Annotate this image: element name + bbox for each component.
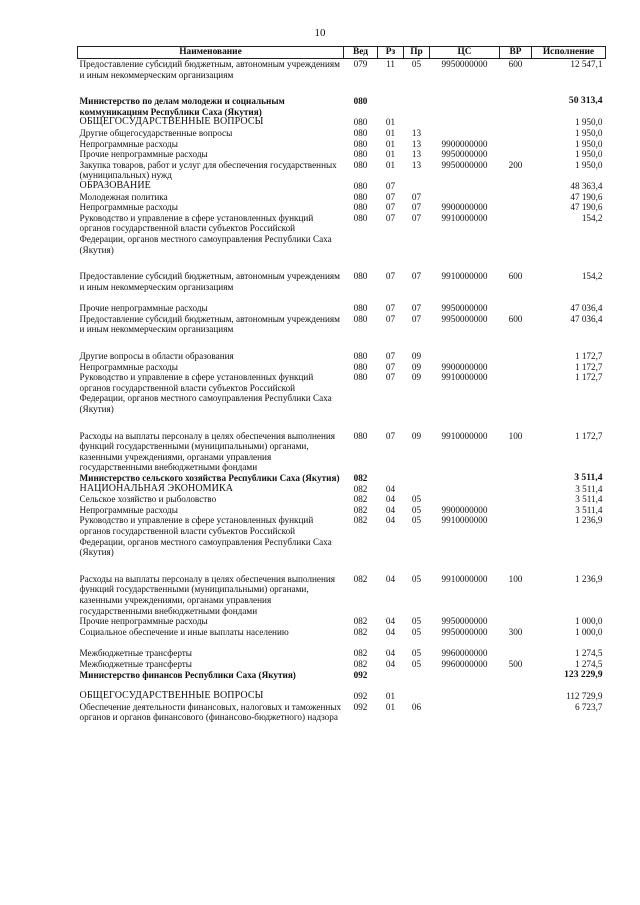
- table-row: [78, 292, 606, 314]
- cell-exec: 1 950,0: [574, 127, 603, 138]
- cell-name: Межбюджетные трансферты: [79, 658, 192, 669]
- cell-exec: 1 950,0: [574, 159, 603, 170]
- table-row: [78, 670, 606, 681]
- cell-rz: 07: [385, 212, 396, 223]
- cell-cs: 9950000000: [441, 59, 488, 69]
- table-row: [78, 192, 606, 203]
- cell-pr: [404, 680, 430, 702]
- cell-name: Социальное обеспечение и иные выплаты населению: [79, 626, 289, 637]
- cell-pr: 09: [411, 430, 422, 441]
- cell-pr: 05: [411, 658, 422, 669]
- cell-pr: 09: [411, 372, 422, 383]
- cell-pr: 07: [411, 191, 422, 202]
- header-name: Наименование: [78, 47, 344, 59]
- cell-pr: 05: [411, 573, 422, 584]
- cell-vr: [500, 680, 532, 702]
- cell-vr: [500, 149, 532, 160]
- cell-rz: 01: [385, 701, 396, 712]
- cell-cs: [430, 670, 500, 681]
- cell-pr: 09: [411, 361, 422, 372]
- cell-vr: [500, 181, 532, 192]
- cell-cs: [430, 680, 500, 702]
- cell-ved: 082: [353, 515, 368, 526]
- cell-vr: [500, 484, 532, 495]
- table-row: [78, 335, 606, 362]
- cell-rz: 04: [385, 573, 396, 584]
- cell-vr: [500, 213, 532, 255]
- table-row: [78, 659, 606, 670]
- cell-cs: [430, 128, 500, 139]
- cell-cs: 9950000000: [441, 626, 488, 637]
- cell-name: Сельское хозяйство и рыболовство: [79, 494, 217, 505]
- cell-pr: 06: [411, 701, 422, 712]
- cell-rz: 01: [385, 149, 396, 160]
- cell-ved: 080: [353, 138, 368, 149]
- cell-exec: 1 274,5: [574, 658, 603, 669]
- cell-vr: 500: [508, 658, 523, 669]
- cell-name: Расходы на выплаты персоналу в целях обеспечения выполнения функций государственными (муниципальными) органами, казенными учреждениями, органами управления государственными внебюджетными фондами: [79, 430, 336, 473]
- header-pr: Пр: [404, 47, 430, 59]
- cell-rz: 07: [385, 361, 396, 372]
- cell-name: Другие вопросы в области образования: [79, 351, 234, 362]
- cell-exec: 47 036,4: [570, 313, 603, 324]
- cell-ved: 082: [353, 626, 368, 637]
- cell-name: Руководство и управление в сфере установленных функций органов государственной власти субъектов Российской Федерации, органов местного самоуправления Республики Саха (Якутия): [79, 212, 332, 255]
- cell-vr: [500, 372, 532, 414]
- cell-exec: 1 000,0: [574, 616, 603, 627]
- cell-vr: [500, 362, 532, 373]
- table-row: [78, 160, 606, 181]
- cell-cs: 9910000000: [441, 212, 488, 223]
- cell-pr: 07: [411, 313, 422, 324]
- cell-vr: 100: [508, 430, 523, 441]
- cell-vr: 200: [508, 159, 523, 170]
- cell-rz: 07: [385, 372, 396, 383]
- cell-name: Непрограммные расходы: [79, 138, 178, 149]
- cell-cs: [430, 494, 500, 505]
- cell-exec: 154,2: [581, 271, 603, 282]
- cell-cs: 9910000000: [441, 573, 488, 584]
- cell-pr: [404, 473, 430, 484]
- cell-vr: [500, 117, 532, 128]
- cell-pr: 07: [411, 212, 422, 223]
- cell-exec: 1 172,7: [574, 361, 603, 372]
- cell-exec: 1 274,5: [574, 648, 603, 659]
- cell-name: ОБРАЗОВАНИЕ: [79, 179, 151, 191]
- table-row: [78, 362, 606, 373]
- cell-cs: 9900000000: [441, 504, 488, 515]
- cell-cs: [430, 117, 500, 128]
- cell-rz: 04: [385, 616, 396, 627]
- cell-cs: 9900000000: [441, 138, 488, 149]
- cell-ved: 082: [353, 473, 368, 483]
- table-row: [78, 314, 606, 335]
- cell-ved: 080: [353, 149, 368, 160]
- cell-exec: 50 313,4: [568, 95, 603, 107]
- cell-vr: 300: [508, 626, 523, 637]
- table-row: [78, 117, 606, 128]
- cell-exec: 1 950,0: [574, 117, 603, 128]
- cell-rz: 07: [385, 202, 396, 213]
- table-row: [78, 139, 606, 150]
- cell-rz: 07: [385, 303, 396, 314]
- cell-ved: 080: [353, 159, 368, 170]
- cell-ved: 082: [353, 483, 368, 494]
- table-row: [78, 181, 606, 192]
- cell-pr: 07: [411, 202, 422, 213]
- cell-name: Другие общегосударственные вопросы: [79, 127, 233, 138]
- cell-exec: 3 511,4: [575, 504, 603, 515]
- table-row: [78, 213, 606, 255]
- cell-pr: 07: [411, 271, 422, 282]
- cell-rz: [378, 473, 404, 484]
- cell-pr: 13: [411, 149, 422, 160]
- header-exec: Исполнение: [532, 47, 606, 59]
- cell-ved: 080: [353, 127, 368, 138]
- cell-exec: 154,2: [581, 212, 603, 223]
- cell-vr: [500, 292, 532, 314]
- cell-vr: [500, 637, 532, 659]
- cell-pr: [404, 117, 430, 128]
- cell-cs: 9900000000: [441, 361, 488, 372]
- cell-exec: 1 000,0: [574, 626, 603, 637]
- cell-ved: 082: [353, 616, 368, 627]
- cell-rz: 07: [385, 351, 396, 362]
- cell-rz: [378, 670, 404, 681]
- cell-name: Руководство и управление в сфере установленных функций органов государственной власти субъектов Российской Федерации, органов местного самоуправления Республики Саха (Якутия): [79, 515, 332, 558]
- cell-vr: [500, 128, 532, 139]
- cell-name: Прочие непрограммные расходы: [79, 303, 208, 314]
- cell-rz: 07: [385, 271, 396, 282]
- cell-ved: 080: [353, 430, 368, 441]
- cell-vr: [500, 515, 532, 557]
- cell-name: НАЦИОНАЛЬНАЯ ЭКОНОМИКА: [79, 482, 234, 494]
- cell-exec: 6 723,7: [574, 701, 603, 712]
- cell-exec: 1 236,9: [574, 515, 603, 526]
- cell-name: Предоставление субсидий бюджетным, автономным учреждениям и иным некоммерческим организациям: [79, 271, 340, 292]
- cell-pr: 13: [411, 127, 422, 138]
- cell-cs: 9910000000: [441, 430, 488, 441]
- cell-cs: [430, 702, 500, 723]
- table-row: [78, 494, 606, 505]
- table-row: [78, 637, 606, 659]
- cell-rz: 01: [385, 691, 396, 702]
- cell-pr: 13: [411, 138, 422, 149]
- cell-ved: 082: [353, 504, 368, 515]
- cell-exec: 1 172,7: [574, 372, 603, 383]
- cell-name: Обеспечение деятельности финансовых, налоговых и таможенных органов и органов финансового (финансово-бюджетного) надзора: [79, 701, 342, 723]
- cell-rz: 11: [386, 59, 395, 69]
- cell-ved: 092: [353, 701, 368, 712]
- cell-ved: 080: [353, 202, 368, 213]
- cell-vr: [500, 505, 532, 516]
- cell-rz: [378, 80, 404, 117]
- cell-exec: 47 190,6: [570, 191, 603, 202]
- cell-ved: 082: [353, 494, 368, 505]
- cell-exec: 1 172,7: [574, 351, 603, 362]
- cell-pr: 05: [411, 626, 422, 637]
- cell-pr: [404, 670, 430, 681]
- cell-ved: 080: [353, 372, 368, 383]
- cell-ved: 080: [353, 271, 368, 282]
- cell-rz: 04: [385, 483, 396, 494]
- cell-cs: 9900000000: [441, 202, 488, 213]
- table-row: [78, 702, 606, 723]
- cell-exec: 12 547,1: [570, 59, 603, 69]
- table-row: [78, 558, 606, 616]
- cell-vr: [500, 202, 532, 213]
- cell-exec: 3 511,4: [575, 494, 603, 505]
- cell-name: Непрограммные расходы: [79, 504, 178, 515]
- cell-exec: 3 511,4: [575, 483, 603, 494]
- cell-rz: 07: [385, 430, 396, 441]
- header-ved: Вед: [344, 47, 378, 59]
- cell-ved: 092: [353, 691, 368, 702]
- cell-rz: 01: [385, 138, 396, 149]
- header-cs: ЦС: [430, 47, 500, 59]
- cell-ved: 080: [353, 180, 368, 191]
- table-row: [78, 484, 606, 495]
- cell-vr: 600: [508, 59, 523, 69]
- cell-vr: [500, 473, 532, 484]
- cell-pr: 07: [411, 303, 422, 314]
- cell-pr: 05: [411, 515, 422, 526]
- cell-cs: [430, 181, 500, 192]
- cell-vr: [500, 494, 532, 505]
- cell-cs: [430, 192, 500, 203]
- cell-pr: [404, 181, 430, 192]
- cell-pr: [404, 484, 430, 495]
- cell-vr: [500, 335, 532, 362]
- cell-ved: 092: [353, 669, 368, 680]
- cell-cs: 9950000000: [441, 616, 488, 627]
- cell-pr: 09: [411, 351, 422, 362]
- cell-ved: 080: [353, 351, 368, 362]
- cell-ved: 080: [353, 313, 368, 324]
- cell-exec: 123 229,9: [564, 668, 603, 680]
- cell-ved: 080: [353, 303, 368, 314]
- table-row: [78, 80, 606, 117]
- cell-exec: 1 236,9: [574, 573, 603, 584]
- cell-ved: 080: [353, 96, 368, 107]
- cell-cs: 9950000000: [441, 159, 488, 170]
- cell-pr: 05: [411, 59, 422, 69]
- cell-name: Межбюджетные трансферты: [79, 648, 192, 659]
- cell-name: ОБЩЕГОСУДАРСТВЕННЫЕ ВОПРОСЫ: [79, 690, 264, 702]
- cell-name: Министерство финансов Республики Саха (Якутия): [79, 669, 296, 680]
- cell-cs: [430, 80, 500, 117]
- table-row: [78, 59, 606, 81]
- cell-exec: 1 950,0: [574, 138, 603, 149]
- table-row: [78, 372, 606, 414]
- table-row: [78, 616, 606, 627]
- cell-cs: 9910000000: [441, 515, 488, 526]
- table-row: [78, 505, 606, 516]
- cell-name: Министерство по делам молодежи и социальным коммуникациям Республики Саха (Якутия): [79, 96, 285, 117]
- cell-exec: 1 172,7: [574, 430, 603, 441]
- cell-vr: [500, 139, 532, 150]
- cell-cs: 9950000000: [441, 149, 488, 160]
- cell-ved: 080: [353, 212, 368, 223]
- cell-name: Молодежная политика: [79, 191, 168, 202]
- budget-table: [77, 46, 606, 723]
- header-rz: Рз: [378, 47, 404, 59]
- cell-cs: 9960000000: [441, 658, 488, 669]
- table-row: [78, 202, 606, 213]
- cell-vr: [500, 670, 532, 681]
- cell-name: ОБЩЕГОСУДАРСТВЕННЫЕ ВОПРОСЫ: [79, 116, 264, 128]
- cell-vr: 100: [508, 573, 523, 584]
- cell-rz: 04: [385, 494, 396, 505]
- cell-ved: 080: [353, 191, 368, 202]
- cell-pr: 13: [411, 159, 422, 170]
- table-row: [78, 128, 606, 139]
- cell-vr: [500, 80, 532, 117]
- table-row: [78, 149, 606, 160]
- page-number: 10: [314, 27, 326, 39]
- table-row: [78, 415, 606, 473]
- cell-pr: 05: [411, 648, 422, 659]
- cell-vr: 600: [508, 313, 523, 324]
- cell-rz: 04: [385, 626, 396, 637]
- cell-pr: 05: [411, 616, 422, 627]
- cell-name: Предоставление субсидий бюджетным, автономным учреждениям и иным некоммерческим организациям: [79, 313, 340, 335]
- table-row: [78, 627, 606, 638]
- cell-vr: 600: [508, 271, 523, 282]
- cell-cs: 9950000000: [441, 313, 488, 324]
- cell-name: Прочие непрограммные расходы: [79, 149, 208, 160]
- cell-ved: 079: [353, 59, 368, 69]
- cell-name: Министерство сельского хозяйства Республики Саха (Якутия): [79, 473, 340, 483]
- cell-rz: 07: [385, 313, 396, 324]
- cell-rz: 04: [385, 504, 396, 515]
- cell-rz: 01: [385, 159, 396, 170]
- cell-rz: 01: [385, 117, 396, 128]
- table-header-row: [78, 47, 606, 59]
- cell-cs: 9910000000: [441, 372, 488, 383]
- cell-ved: 082: [353, 648, 368, 659]
- cell-ved: 080: [353, 117, 368, 128]
- cell-exec: 47 190,6: [570, 202, 603, 213]
- table-row: [78, 255, 606, 292]
- cell-name: Руководство и управление в сфере установленных функций органов государственной власти субъектов Российской Федерации, органов местного самоуправления Республики Саха (Якутия): [79, 372, 332, 415]
- cell-name: Расходы на выплаты персоналу в целях обеспечения выполнения функций государственными (муниципальными) органами, казенными учреждениями, органами управления государственными внебюджетными фондами: [79, 573, 336, 616]
- cell-rz: 07: [385, 180, 396, 191]
- cell-cs: 9960000000: [441, 648, 488, 659]
- cell-pr: 05: [411, 504, 422, 515]
- cell-rz: 01: [385, 127, 396, 138]
- cell-name: Предоставление субсидий бюджетным, автономным учреждениям и иным некоммерческим организациям: [79, 59, 340, 80]
- cell-exec: 3 511,4: [574, 472, 603, 483]
- cell-ved: 080: [353, 361, 368, 372]
- cell-rz: 04: [385, 658, 396, 669]
- cell-exec: 112 729,9: [566, 691, 603, 702]
- cell-rz: 07: [385, 191, 396, 202]
- cell-rz: 04: [385, 515, 396, 526]
- cell-name: Непрограммные расходы: [79, 202, 178, 213]
- table-row: [78, 473, 606, 484]
- cell-ved: 082: [353, 573, 368, 584]
- cell-vr: [500, 702, 532, 723]
- cell-cs: [430, 484, 500, 495]
- cell-vr: [500, 192, 532, 203]
- header-vr: ВР: [500, 47, 532, 59]
- table-row: [78, 515, 606, 557]
- cell-cs: [430, 473, 500, 484]
- cell-exec: 48 363,4: [570, 180, 603, 191]
- cell-cs: [430, 335, 500, 362]
- cell-rz: 04: [385, 648, 396, 659]
- cell-vr: [500, 616, 532, 627]
- cell-name: Непрограммные расходы: [79, 361, 178, 372]
- cell-exec: 1 950,0: [574, 149, 603, 160]
- cell-name: Прочие непрограммные расходы: [79, 616, 208, 627]
- cell-exec: 47 036,4: [570, 303, 603, 314]
- table-row: [78, 680, 606, 702]
- cell-cs: 9950000000: [441, 303, 488, 314]
- cell-name: Закупка товаров, работ и услуг для обеспечения государственных (муниципальных) нужд: [79, 159, 337, 181]
- cell-pr: 05: [411, 494, 422, 505]
- cell-pr: [404, 80, 430, 117]
- cell-cs: 9910000000: [441, 271, 488, 282]
- cell-ved: 082: [353, 658, 368, 669]
